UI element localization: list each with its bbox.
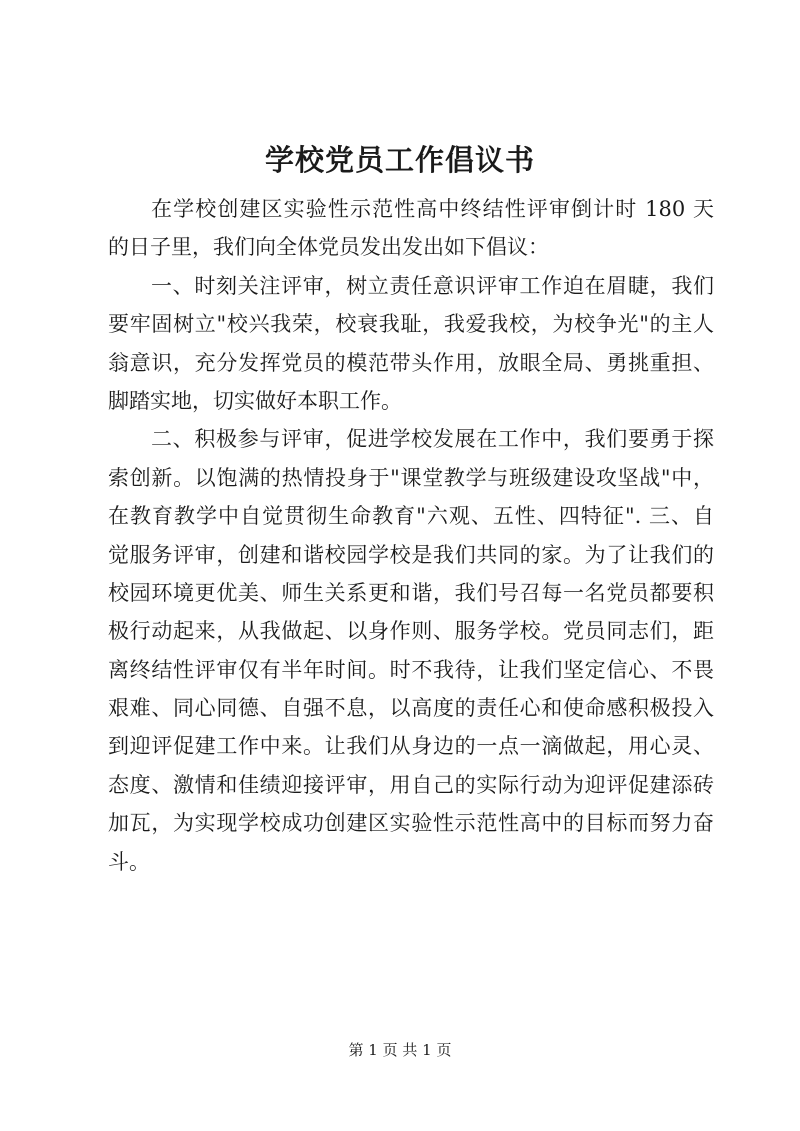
paragraph	[108, 267, 714, 421]
paragraph	[108, 420, 714, 881]
paragraph-line: 态度、激情和佳绩迎接评审，用自己的实际行动为迎评促建添砖	[108, 772, 714, 797]
paragraph-line: 一、时刻关注评审，树立责任意识评审工作迫在眉睫，我们	[151, 273, 714, 298]
paragraph-line: 二、积极参与评审，促进学校发展在工作中，我们要勇于探	[151, 427, 714, 452]
paragraph-line: 觉服务评审，创建和谐校园学校是我们共同的家。为了让我们的	[108, 542, 714, 567]
paragraph-line: 在教育教学中自觉贯彻生命教育"六观、五性、四特征". 三、自	[108, 504, 714, 529]
paragraph-line: 艰难、同心同德、自强不息，以高度的责任心和使命感积极投入	[108, 696, 714, 721]
paragraph-line: 脚踏实地，切实做好本职工作。	[108, 388, 402, 413]
paragraph-line: 要牢固树立"校兴我荣，校衰我耻，我爱我校，为校争光"的主人	[108, 312, 714, 337]
paragraph-line: 加瓦，为实现学校成功创建区实验性示范性高中的目标而努力奋	[108, 811, 714, 836]
paragraph-line: 到迎评促建工作中来。让我们从身边的一点一滴做起，用心灵、	[108, 734, 714, 759]
paragraph-line: 极行动起来，从我做起、以身作则、服务学校。党员同志们，距	[108, 619, 714, 644]
paragraph-line: 离终结性评审仅有半年时间。时不我待，让我们坚定信心、不畏	[108, 657, 714, 682]
paragraph-line: 校园环境更优美、师生关系更和谐，我们号召每一名党员都要积	[108, 580, 714, 605]
paragraph-line: 翁意识，充分发挥党员的模范带头作用，放眼全局、勇挑重担、	[108, 350, 714, 375]
page-footer: 第 1 页 共 1 页	[348, 1041, 452, 1059]
paragraph-line: 斗。	[108, 849, 150, 874]
document-title: 学校党员工作倡议书	[264, 143, 535, 177]
paragraph-line: 索创新。以饱满的热情投身于"课堂教学与班级建设攻坚战"中，	[108, 465, 714, 490]
paragraph-line: 在学校创建区实验性示范性高中终结性评审倒计时 180 天	[151, 197, 714, 221]
document-body	[108, 190, 714, 881]
paragraph	[108, 190, 714, 267]
paragraph-line: 的日子里，我们向全体党员发出发出如下倡议：	[108, 235, 549, 260]
